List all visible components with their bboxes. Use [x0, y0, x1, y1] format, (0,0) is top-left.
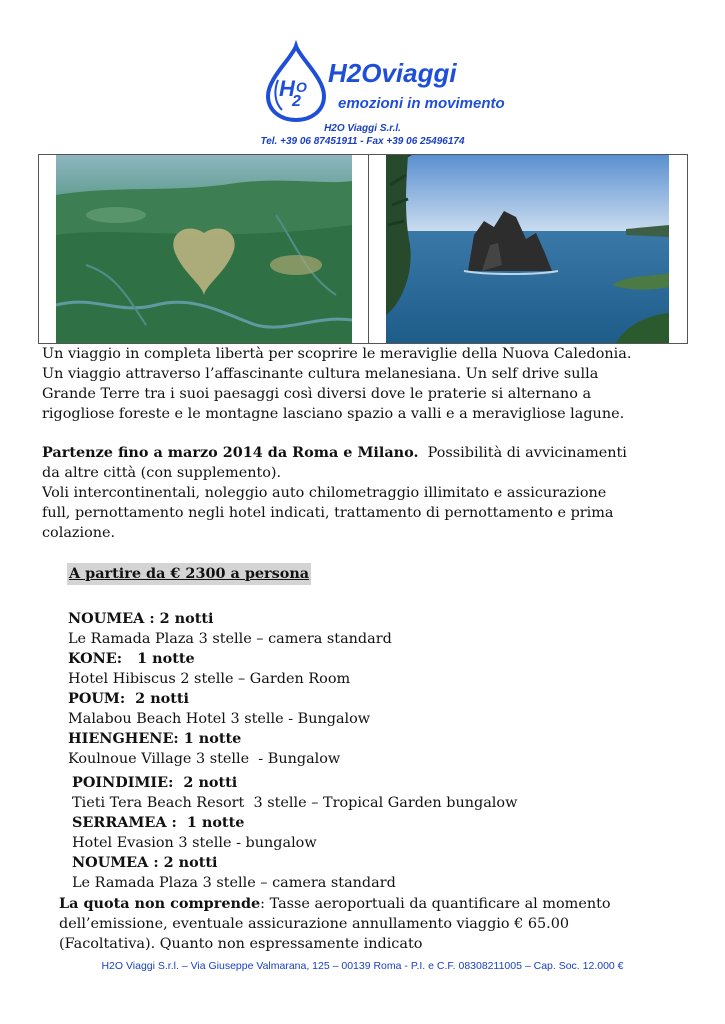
- itinerary-stop: NOUMEA : 2 notti: [68, 610, 214, 627]
- exclusions-lead: La quota non comprende: [59, 895, 261, 912]
- svg-text:2: 2: [292, 93, 301, 110]
- itinerary-hotel: Hotel Hibiscus 2 stelle – Garden Room: [68, 671, 351, 687]
- itinerary-stop: KONE: 1 notte: [68, 650, 195, 667]
- departures-first-line: [42, 443, 682, 463]
- itinerary-stop: NOUMEA : 2 notti: [72, 854, 218, 871]
- departures-line: full, pernottamento negli hotel indicati, trattamento di pernottamento e prima: [42, 505, 614, 521]
- exclusions-line: (Facoltativa). Quanto non espressamente indicato: [59, 936, 423, 952]
- intro-line: Un viaggio attraverso l’affascinante cultura melanesiana. Un self drive sulla: [42, 366, 599, 382]
- price-highlight: A partire da € 2300 a persona: [67, 563, 311, 585]
- intro-line: Un viaggio in completa libertà per scoprire le meraviglie della Nuova Caledonia.: [42, 346, 632, 362]
- itinerary-hotel: Koulnoue Village 3 stelle - Bungalow: [68, 751, 341, 767]
- intro-line: Grande Terre tra i suoi paesaggi così diversi dove le praterie si alternano a: [42, 386, 592, 402]
- itinerary-hotel: Le Ramada Plaza 3 stelle – camera standard: [72, 875, 396, 891]
- logo-tagline: emozioni in movimento: [338, 95, 505, 112]
- company-name: H2O Viaggi S.r.l.: [324, 123, 401, 134]
- itinerary-hotel: Malabou Beach Hotel 3 stelle - Bungalow: [68, 711, 371, 727]
- rock-formation-photo: [386, 155, 669, 343]
- svg-text:O: O: [296, 79, 307, 95]
- itinerary-stop: POINDIMIE: 2 notti: [72, 774, 238, 791]
- mangrove-heart-photo: [56, 155, 352, 343]
- itinerary-stop: SERRAMEA : 1 notte: [72, 814, 245, 831]
- itinerary-block: [72, 773, 517, 893]
- departures-rest: Possibilità di avvicinamenti: [418, 445, 627, 461]
- company-footer: H2O Viaggi S.r.l. – Via Giuseppe Valmarana, 125 – 00139 Roma - P.I. e C.F. 08308211005 – Cap. Soc. 12.000 €: [101, 960, 624, 972]
- departures-line: Voli intercontinentali, noleggio auto chilometraggio illimitato e assicurazione: [42, 485, 607, 501]
- itinerary-block: [68, 609, 392, 769]
- itinerary-hotel: Hotel Evasion 3 stelle - bungalow: [72, 835, 317, 851]
- departures-line: da altre città (con supplemento).: [42, 465, 282, 481]
- itinerary-hotel: Le Ramada Plaza 3 stelle – camera standard: [68, 631, 392, 647]
- departures-lead: Partenze fino a marzo 2014 da Roma e Milano.: [42, 444, 419, 461]
- itinerary-stop: POUM: 2 notti: [68, 690, 190, 707]
- exclusions-line: dell’emissione, eventuale assicurazione annullamento viaggio € 65.00: [59, 916, 570, 932]
- itinerary-stop: HIENGHENE: 1 notte: [68, 730, 242, 747]
- exclusions-paragraph: [59, 894, 619, 954]
- logo-main-text: H2Oviaggi: [328, 58, 457, 88]
- company-contacts: Tel. +39 06 87451911 - Fax +39 06 25496174: [260, 136, 465, 147]
- company-logo: [262, 44, 505, 122]
- exclusions-first-line: [59, 894, 619, 914]
- intro-paragraph: [42, 344, 682, 424]
- itinerary-hotel: Tieti Tera Beach Resort 3 stelle – Tropical Garden bungalow: [72, 795, 518, 811]
- svg-text:H: H: [279, 76, 295, 101]
- photo-table: [38, 154, 688, 344]
- exclusions-rest: : Tasse aeroportuali da quantificare al momento: [260, 896, 611, 912]
- departures-line: colazione.: [42, 525, 116, 541]
- departures-paragraph: [42, 443, 682, 543]
- water-drop-logo-icon: [262, 44, 505, 122]
- table-divider: [368, 155, 369, 343]
- intro-line: rigogliose foreste e le montagne lasciano spazio a valli e a meravigliose lagune.: [42, 406, 625, 422]
